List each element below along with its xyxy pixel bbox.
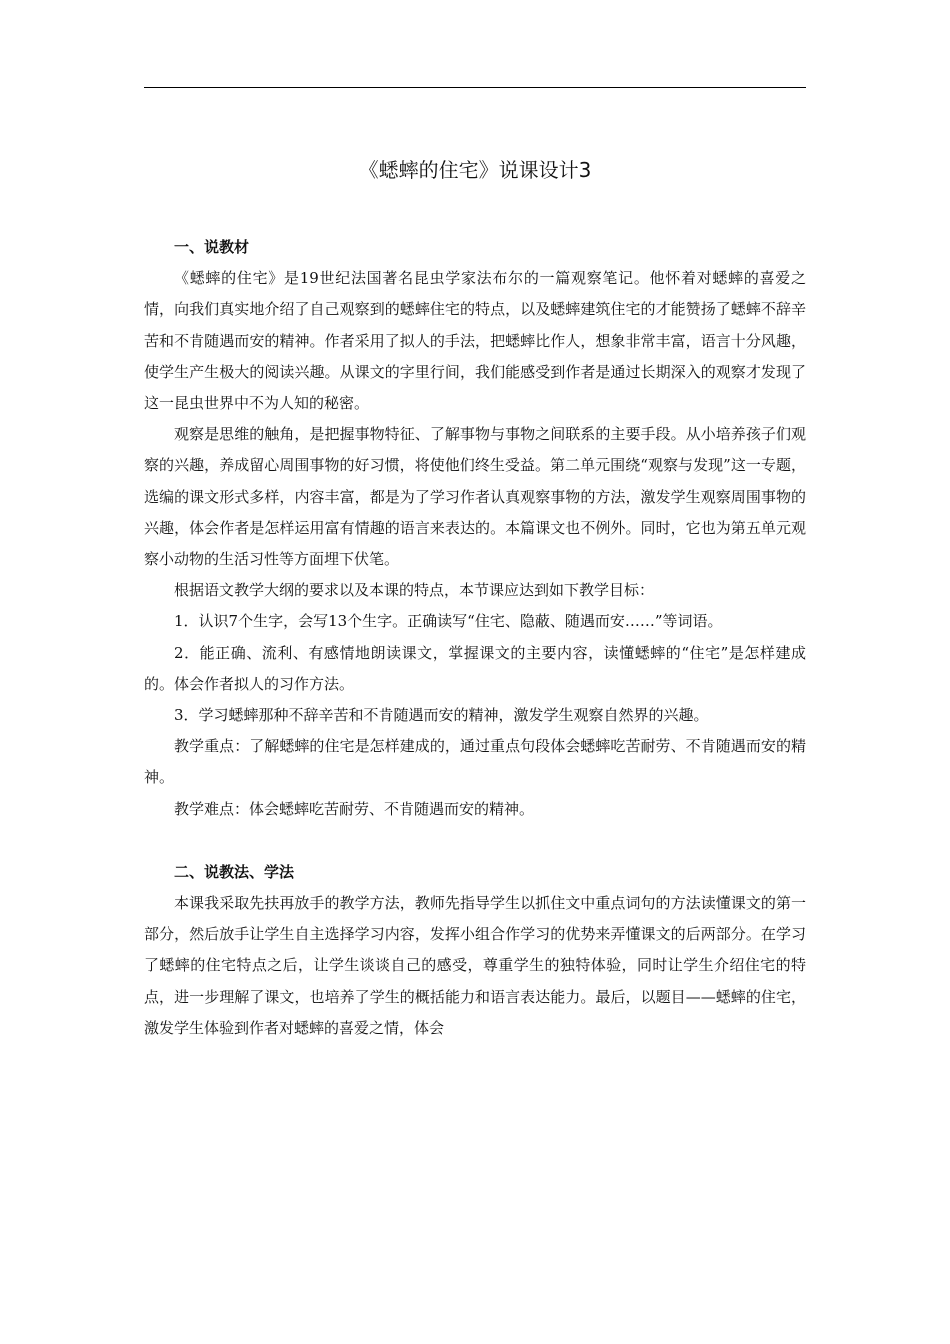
teaching-focus: 教学重点：了解蟋蟀的住宅是怎样建成的，通过重点句段体会蟋蟀吃苦耐劳、不肯随遇而安的精神。 [144,737,806,787]
body-paragraph: 《蟋蟀的住宅》是19世纪法国著名昆虫学家法布尔的一篇观察笔记。他怀着对蟋蟀的喜爱之情，向我们真实地介绍了自己观察到的蟋蟀住宅的特点，以及蟋蟀建筑住宅的才能赞扬了蟋蟀不辞辛苦和不肯随遇而安的精神。作者采用了拟人的手法，把蟋蟀比作人，想象非常丰富，语言十分风趣，使学生产生极大的阅读兴趣。从课文的字里行间，我们能感受到作者是通过长期深入的观察才发现了这一昆虫世界中不为人知的秘密。 [144,269,806,413]
document-body [144,232,806,1044]
section-methods [144,857,806,1044]
section-textbook [144,232,806,825]
section-heading: 二、说教法、学法 [174,862,295,881]
objective-item: 2．能正确、流利、有感情地朗读课文，掌握课文的主要内容，读懂蟋蟀的“住宅”是怎样建成的。体会作者拟人的习作方法。 [144,643,806,693]
body-paragraph: 观察是思维的触角，是把握事物特征、了解事物与事物之间联系的主要手段。从小培养孩子们观察的兴趣，养成留心周围事物的好习惯，将使他们终生受益。第二单元围绕“观察与发现”这一专题，选编的课文形式多样，内容丰富，都是为了学习作者认真观察事物的方法，激发学生观察周围事物的兴趣，体会作者是怎样运用富有情趣的语言来表达的。本篇课文也不例外。同时，它也为第五单元观察小动物的生活习性等方面埋下伏笔。 [144,425,806,569]
body-paragraph: 根据语文教学大纲的要求以及本课的特点，本节课应达到如下教学目标： [174,581,655,600]
section-heading: 一、说教材 [174,238,250,256]
teaching-difficulty: 教学难点：体会蟋蟀吃苦耐劳、不肯随遇而安的精神。 [174,799,535,818]
objective-item: 3．学习蟋蟀那种不辞辛苦和不肯随遇而安的精神，激发学生观察自然界的兴趣。 [174,706,709,725]
body-paragraph: 本课我采取先扶再放手的教学方法，教师先指导学生以抓住文中重点词句的方法读懂课文的第一部分，然后放手让学生自主选择学习内容，发挥小组合作学习的优势来弄懂课文的后两部分。在学习了蟋蟀的住宅特点之后，让学生谈谈自己的感受，尊重学生的独特体验，同时让学生介绍住宅的特点，进一步理解了课文，也培养了学生的概括能力和语言表达能力。最后，以题目——蟋蟀的住宅，激发学生体验到作者对蟋蟀的喜爱之情，体会 [144,894,806,1037]
document-title: 《蟋蟀的住宅》说课设计3 [358,158,592,182]
header-rule [144,87,806,88]
section-spacer [144,825,806,857]
objective-item: 1．认识7个生字，会写13个生字。正确读写“住宅、隐蔽、随遇而安……”等词语。 [174,612,723,631]
